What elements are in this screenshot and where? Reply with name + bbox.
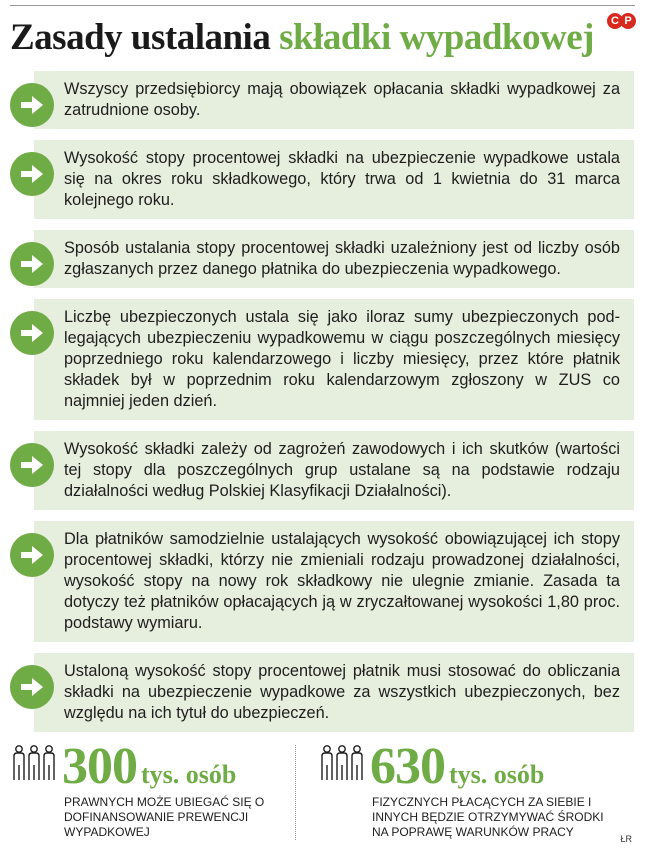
list-item-text: Liczbę ubezpieczonych ustala się jako iloraz sumy ubezpieczonych podlegających ubezpieczeniu wypadkowemu w ciągu poszczególnych miesięcy poprzedniego roku kalendarzowego i liczby miesięcy, przez które płatnik składek był w poprzednim roku kalendarzowym zgłoszony w ZUS co najmniej jeden dzień. — [34, 299, 634, 420]
arrow-right-icon — [10, 242, 54, 286]
author-credit: ŁR — [620, 834, 632, 844]
list-item — [10, 71, 634, 129]
top-rule — [10, 5, 635, 6]
stat-unit: tys. osób — [449, 760, 545, 789]
list-item-text: Wysokość składki zależy od zagrożeń zawodowych i ich skutków (wartości tej stopy dla poszczególnych grup ustalane są na podstawie rodzaju działalności według Polskiej Klasyfikacji Działalności). — [34, 431, 634, 510]
title-main: Zasady ustalania — [10, 17, 271, 58]
rules-list — [10, 71, 634, 743]
list-item-text: Dla płatników samodzielnie ustalających wysokość obowiązującej ich stopy procentowej składki, którzy nie zmieniali rodzaju prowadzonej działalności, wysokość stopy na nowy rok składkowy nie ulegnie zmianie. Zasada ta dotyczy też płatników opłacających ją w zryczałtowanej wysokości 1,80 proc. podstawy wymiaru. — [34, 521, 634, 642]
logo-copyright-icon: C — [607, 13, 623, 29]
arrow-right-icon — [10, 83, 54, 127]
people-group-icon — [318, 743, 366, 783]
divider — [295, 745, 296, 840]
list-item — [10, 140, 634, 219]
list-item — [10, 299, 634, 420]
list-item — [10, 431, 634, 510]
list-item — [10, 521, 634, 642]
list-item-text: Wysokość stopy procentowej składki na ubezpieczenie wypadkowe ustala się na okres roku składkowego, który trwa od 1 kwietnia do 31 marca kolejnego roku. — [34, 140, 634, 219]
people-group-icon — [10, 743, 58, 783]
stat-description: FIZYCZNYCH PŁACĄCYCH ZA SIEBIE I INNYCH BĘDZIE OTRZYMYWAĆ ŚRODKI NA POPRAWĘ WARUNKÓW PRACY — [372, 795, 604, 839]
title-accent: składki wypadkowej — [279, 17, 594, 58]
arrow-right-icon — [10, 533, 54, 577]
stat-unit: tys. osób — [141, 760, 237, 789]
arrow-right-icon — [10, 665, 54, 709]
stat-headline — [62, 737, 236, 796]
stat-headline — [370, 737, 544, 796]
arrow-right-icon — [10, 443, 54, 487]
logo-press-icon: P — [620, 13, 636, 29]
stats-section — [10, 738, 634, 848]
arrow-right-icon — [10, 152, 54, 196]
list-item-text: Wszyscy przedsiębiorcy mają obowiązek opłacania składki wypadkowej za zatrudnione osoby. — [34, 71, 634, 129]
stat-description: PRAWNYCH MOŻE UBIEGAĆ SIĘ O DOFINANSOWANIE PREWENCJI WYPADKOWEJ — [64, 795, 265, 839]
stat-value: 300 — [62, 738, 137, 795]
list-item — [10, 230, 634, 288]
list-item — [10, 653, 634, 732]
list-item-text: Ustaloną wysokość stopy procentowej płatnik musi stosować do obliczania składki na ubezpieczenie wypadkowe za wszystkich ubezpieczonych, bez względu na ich tytuł do ubezpieczeń. — [34, 653, 634, 732]
list-item-text: Sposób ustalania stopy procentowej składki uzależniony jest od liczby osób zgłaszanych przez danego płatnika do ubezpieczenia wypadkowego. — [34, 230, 634, 288]
arrow-right-icon — [10, 311, 54, 355]
page-title — [10, 12, 594, 64]
stat-value: 630 — [370, 738, 445, 795]
